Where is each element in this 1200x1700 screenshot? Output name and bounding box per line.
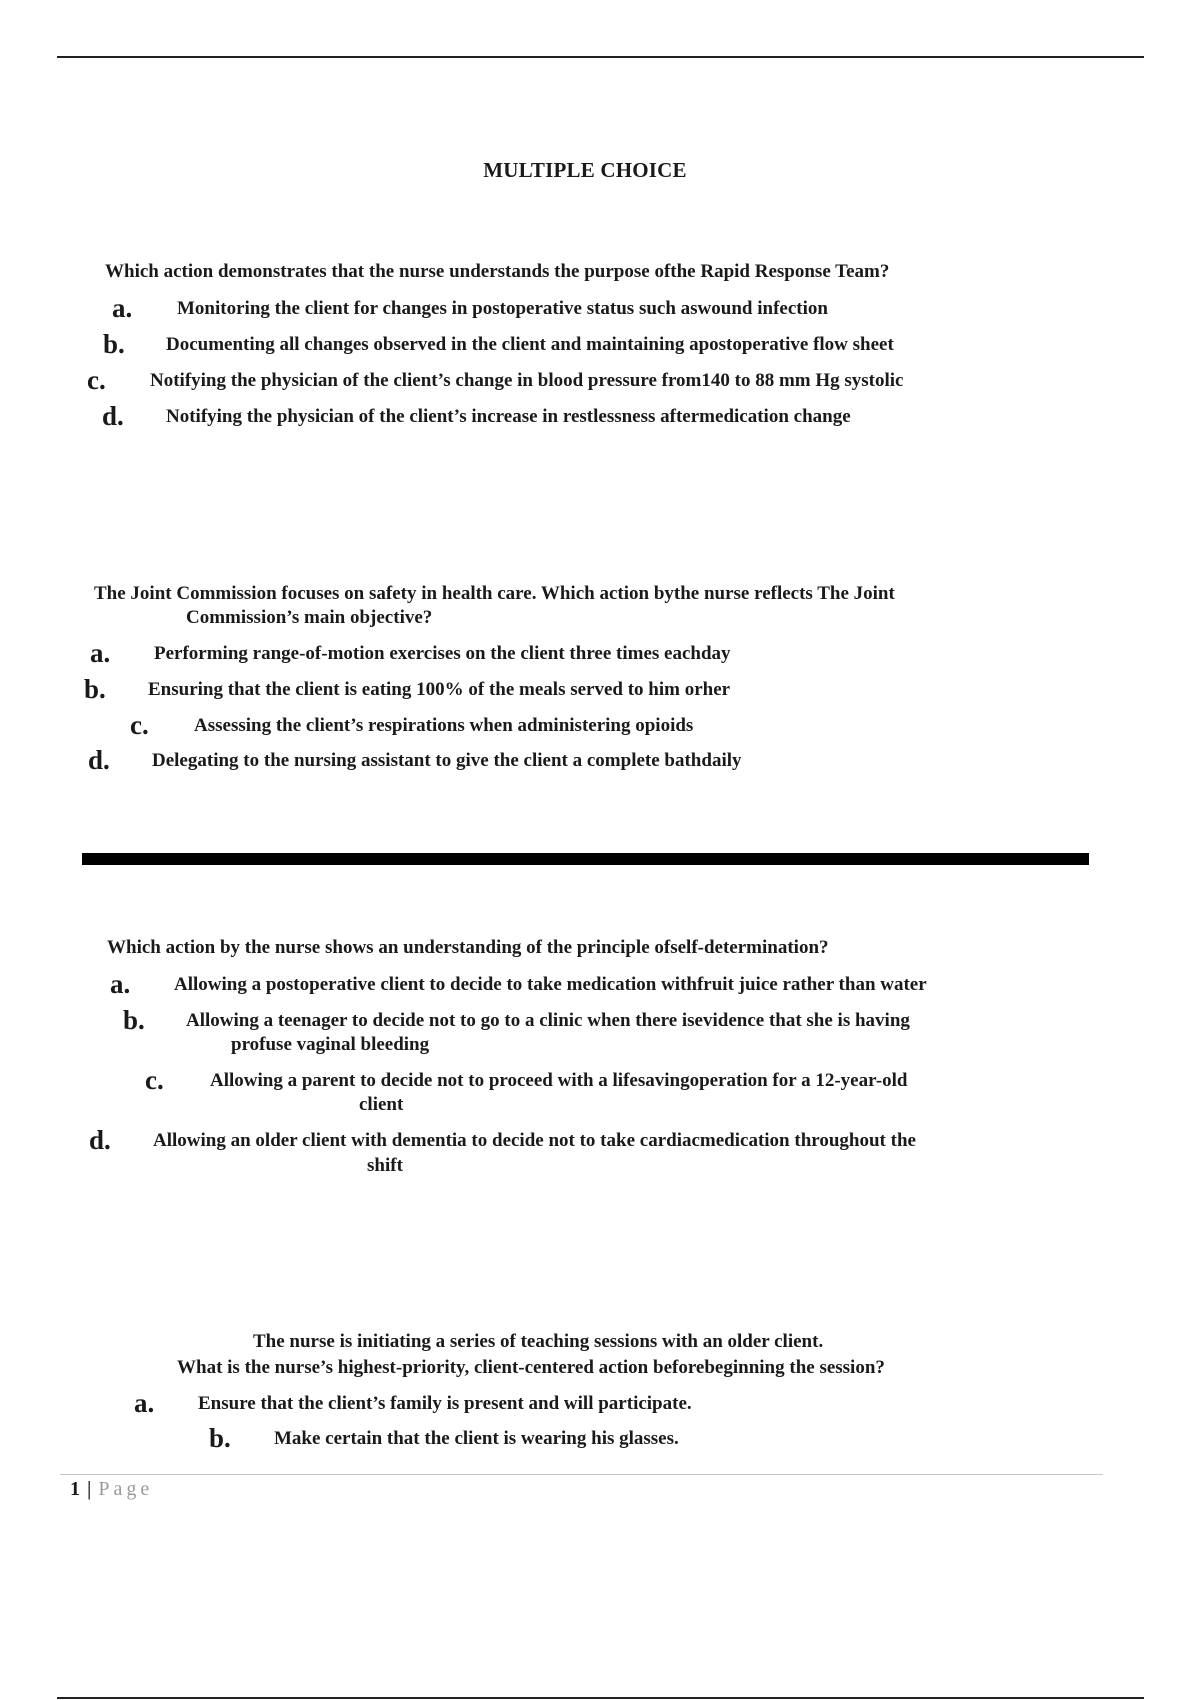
question-3-text: Which action by the nurse shows an understanding of the principle ofself-determination? [107, 937, 829, 958]
q2-option-d-text: Delegating to the nursing assistant to give the client a complete bathdaily [152, 750, 742, 771]
page-label: Page [98, 1478, 154, 1500]
q2-option-b-text: Ensuring that the client is eating 100% of the meals served to him orher [148, 679, 731, 700]
page-separator: | [87, 1478, 92, 1500]
q1-option-d-letter: d. [102, 401, 124, 431]
page-title: MULTIPLE CHOICE [483, 158, 687, 182]
q1-option-a-letter: a. [112, 293, 133, 323]
q1-option-b-text: Documenting all changes observed in the client and maintaining apostoperative flow sheet [166, 334, 894, 355]
q2-option-a-text: Performing range-of-motion exercises on the client three times eachday [154, 643, 731, 664]
question-4-text-cont: What is the nurse’s highest-priority, client-centered action beforebeginning the session? [177, 1357, 885, 1378]
q3-option-b-text: Allowing a teenager to decide not to go to a clinic when there isevidence that she is having [186, 1010, 910, 1031]
q3-option-b-text-cont: profuse vaginal bleeding [231, 1034, 430, 1055]
q3-option-c-letter: c. [145, 1065, 164, 1095]
q4-option-b-text: Make certain that the client is wearing his glasses. [274, 1428, 679, 1449]
q2-option-c-text: Assessing the client’s respirations when administering opioids [194, 715, 694, 736]
bottom-rule [57, 1697, 1144, 1699]
q1-option-c-letter: c. [87, 365, 106, 395]
q3-option-d-text: Allowing an older client with dementia to decide not to take cardiacmedication throughout the [153, 1130, 916, 1151]
page-footer [70, 1478, 153, 1501]
question-1-text: Which action demonstrates that the nurse understands the purpose ofthe Rapid Response Team? [105, 261, 890, 282]
top-rule [57, 56, 1144, 58]
q2-option-c-letter: c. [130, 710, 149, 740]
footer-rule [60, 1474, 1103, 1475]
page-number: 1 [70, 1478, 80, 1500]
question-2-text-cont: Commission’s main objective? [186, 607, 433, 628]
q4-option-b-letter: b. [209, 1423, 231, 1453]
q3-option-a-text: Allowing a postoperative client to decide to take medication withfruit juice rather than water [174, 974, 927, 995]
question-2-text: The Joint Commission focuses on safety in health care. Which action bythe nurse reflects The Joint [94, 583, 895, 604]
q3-option-c-text: Allowing a parent to decide not to proceed with a lifesavingoperation for a 12-year-old [210, 1070, 908, 1091]
q1-option-d-text: Notifying the physician of the client’s increase in restlessness aftermedication change [166, 406, 851, 427]
q4-option-a-text: Ensure that the client’s family is present and will participate. [198, 1393, 692, 1414]
q3-option-b-letter: b. [123, 1005, 145, 1035]
q3-option-c-text-cont: client [359, 1094, 404, 1115]
q1-option-c-text: Notifying the physician of the client’s change in blood pressure from140 to 88 mm Hg systolic [150, 370, 904, 391]
q2-option-b-letter: b. [84, 674, 106, 704]
q2-option-a-letter: a. [90, 638, 111, 668]
section-divider [82, 853, 1089, 865]
q2-option-d-letter: d. [88, 745, 110, 775]
q3-option-d-letter: d. [89, 1125, 111, 1155]
q1-option-b-letter: b. [103, 329, 125, 359]
q3-option-d-text-cont: shift [367, 1155, 403, 1176]
question-4-text: The nurse is initiating a series of teaching sessions with an older client. [253, 1331, 824, 1352]
q1-option-a-text: Monitoring the client for changes in postoperative status such aswound infection [177, 298, 828, 319]
q3-option-a-letter: a. [110, 969, 131, 999]
q4-option-a-letter: a. [134, 1388, 155, 1418]
